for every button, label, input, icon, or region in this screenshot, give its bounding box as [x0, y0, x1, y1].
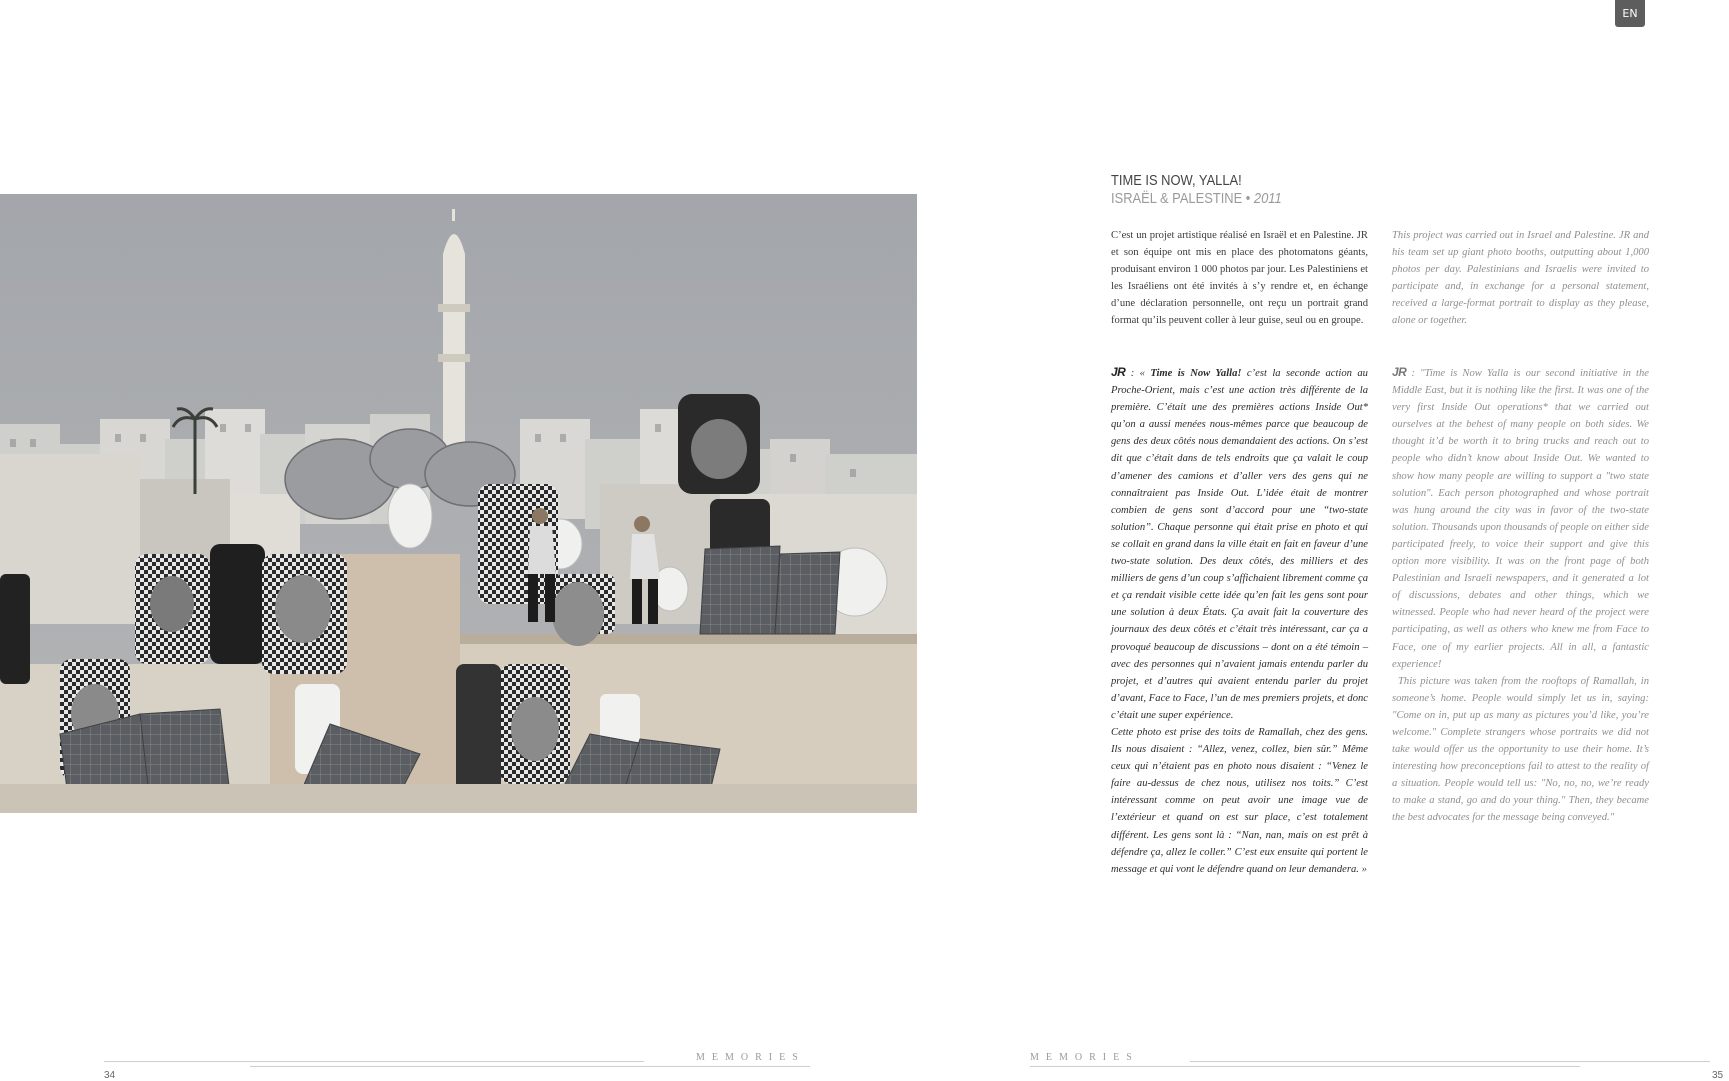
subtitle-year: 2011 [1253, 190, 1282, 207]
footer-label-left: MEMORIES [696, 1052, 805, 1063]
english-quote-paragraph-1 [1392, 364, 1649, 673]
article-title: TIME IS NOW, YALLA! [1111, 172, 1242, 189]
french-quote-paragraph-2: Cette photo est prise des toits de Ramallah, chez des gens. Ils nous disaient : “Allez, venez, collez, bien sûr.” Même ceux qui n’étaient pas en photo nous disaient : “Venez le faire au-dessus de chez nous, utilisez nos toits.” C’est intéressant comme on peut avoir une image vue de l’extérieur et quand on est sur place, c’est totalement différent. Les gens sont là : “Nan, nan, mais on est prêt à défendre ça, allez le coller.” C’est eux ensuite qui portent le message et qui vont le défendre quand on leur demandera. » [1111, 726, 1368, 875]
french-quote-p1-text: c’est la seconde action au Proche-Orient, mais c’est une action très différente de la première. C’était une des premières actions Inside Out* qu’on a aussi menées nous-mêmes parce que beaucoup de gens des deux côtés nous demandaient des actions. On s’est dit que c’était dans de tels endroits que ça valait le coup d’amener des camions et d’aller vers des gens qui ne connaîtraient pas Inside Out. L’idée était de montrer combien de gens sont d’accord pour une “two-state solution”. Chaque personne qui était prise en photo et qui se collait en grand dans la ville était en fait en faveur d’une two-state solution. Des deux côtés, des milliers et des milliers de gens d’un coup s’affichaient librement comme ça et ça rendait visible cette idée qu’en fait les gens sont pour une solution à deux États. Ça avait fait la couverture des journaux des deux côtés et c’était très intéressant, car ça a provoqué beaucoup de discussions – dont on a été témoin – avec des personnes qui n’avaient jamais entendu parler du projet, et d’autres qui avaient entendu parler du projet d’avant, Face to Face, l’un de mes premiers projets, et donc c’était une super expérience. [1111, 368, 1368, 721]
page-number-left: 34 [104, 1070, 116, 1081]
footer-rule-left-upper [104, 1061, 644, 1062]
footer-rule-right-lower [1030, 1066, 1580, 1067]
subtitle-place: ISRAËL & PALESTINE • [1111, 190, 1254, 207]
rooftop-scene-illustration [0, 194, 917, 813]
french-quote-paragraph-1 [1111, 364, 1368, 724]
footer-rule-right-upper [1190, 1061, 1710, 1062]
article-subtitle [1111, 190, 1455, 208]
french-quote-column [1111, 364, 1368, 878]
english-intro-paragraph: This project was carried out in Israel and Palestine. JR and his team set up giant photo booths, outputting about 1,000 photos per day. Palestinians and Israelis were invited to participate and, in exchange for a personal statement, received a large-format portrait to display as they please, alone or together. [1392, 230, 1649, 327]
french-intro-paragraph: C’est un projet artistique réalisé en Israël et en Palestine. JR et son équipe ont mis en place des photomatons géants, produisant environ 1 000 photos par jour. Les Palestiniens et les Israéliens ont été invités à s’y rendre et, en échange d’une déclaration personnelle, ont reçu un portrait grand format qu’ils peuvent coller à leur guise, seul ou en groupe. [1111, 230, 1368, 327]
french-quote-project-name: Time is Now Yalla! [1150, 368, 1242, 379]
rooftop-photograph [0, 194, 917, 813]
english-quote-p1-text: : "Time is Now Yalla is our second initiative in the Middle East, but it is nothing like the first. It was one of the very first Inside Out operations* that we carried out ourselves at the behest of many people on both sides. We thought it’d be worth it to bring trucks and reach out to people who didn’t know about Inside Out. We wanted to show how many people are willing to support a "two state solution". Each person photographed and whose portrait was hung around the city was in favor of the two-state solution. Thousands upon thousands of people on either side participated freely, to voice their support and give this option more visibility. It was on the front page of both Palestinian and Israeli newspapers, and it generated a lot of discussions, debates and other things, which we witnessed. People who had never heard of the project were participating, as well as others who knew me from Face to Face, one of my earlier projects. All in all, a fantastic experience! [1392, 368, 1649, 670]
speaker-jr-fr: JR [1111, 365, 1126, 379]
page-number-right: 35 [1712, 1070, 1724, 1081]
french-quote-opening: : « [1125, 368, 1151, 379]
french-intro-column [1111, 227, 1368, 330]
english-intro-column [1392, 227, 1649, 330]
language-badge[interactable]: EN [1615, 0, 1645, 27]
footer-label-right: MEMORIES [1030, 1052, 1139, 1063]
english-quote-column [1392, 364, 1649, 827]
speaker-jr-en: JR [1392, 365, 1407, 379]
footer-rule-left-lower [250, 1066, 810, 1067]
english-quote-paragraph-2: This picture was taken from the rooftops of Ramallah, in someone’s home. People would simply let us in, saying: "Come on in, put up as many as pictures you’d like, you’re welcome." Complete strangers whose portraits we did not take would offer us the opportunity to use their home. It’s interesting how preconceptions fail to attest to the reality of a situation. People would tell us: "No, no, no, we’re ready to make a stand, go and do your thing." Then, they became the best advocates for the message being conveyed." [1392, 675, 1649, 824]
